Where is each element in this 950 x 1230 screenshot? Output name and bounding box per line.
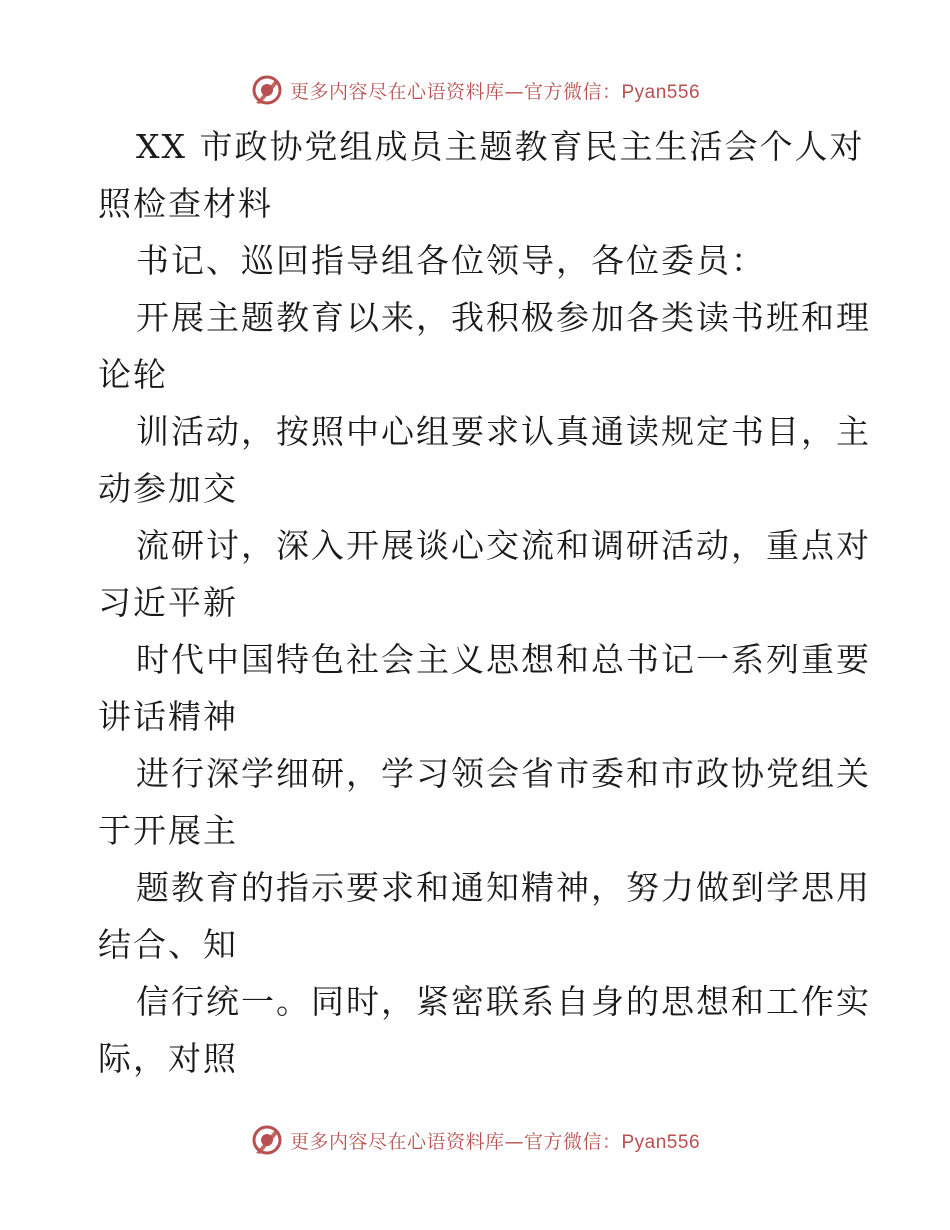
paragraph-line: 讲话精神 (98, 697, 238, 736)
paragraph-line: 习近平新 (98, 583, 238, 622)
paragraph-line: 流研讨，深入开展谈心交流和调研活动，重点对 (136, 526, 871, 565)
document-title-line-2: 照检查材料 (98, 184, 273, 223)
paragraph-line: 结合、知 (98, 925, 238, 964)
footer-watermark (0, 1120, 950, 1160)
watermark-text: 更多内容尽在心语资料库—官方微信：Pyan556 (289, 80, 701, 103)
paragraph-line: 论轮 (98, 355, 168, 394)
document-title-line-1: XX 市政协党组成员主题教育民主生活会个人对 (136, 127, 865, 166)
paragraph-line: 动参加交 (98, 469, 238, 508)
paragraph-line: 时代中国特色社会主义思想和总书记一系列重要 (136, 640, 871, 679)
paragraph-line: 题教育的指示要求和通知精神，努力做到学思用 (136, 868, 871, 907)
quill-logo-icon (250, 1123, 284, 1157)
document-body (98, 118, 871, 1087)
salutation: 书记、巡回指导组各位领导，各位委员： (136, 241, 766, 280)
header-watermark (0, 70, 950, 110)
paragraph-line: 进行深学细研，学习领会省市委和市政协党组关 (136, 754, 871, 793)
quill-logo-icon (250, 73, 284, 107)
paragraph-line: 训活动，按照中心组要求认真通读规定书目，主 (136, 412, 871, 451)
paragraph-line: 开展主题教育以来，我积极参加各类读书班和理 (136, 298, 871, 337)
paragraph-line: 际，对照 (98, 1039, 238, 1078)
paragraph-line: 信行统一。同时，紧密联系自身的思想和工作实 (136, 982, 871, 1021)
watermark-text: 更多内容尽在心语资料库—官方微信：Pyan556 (289, 1130, 701, 1153)
paragraph-line: 于开展主 (98, 811, 238, 850)
